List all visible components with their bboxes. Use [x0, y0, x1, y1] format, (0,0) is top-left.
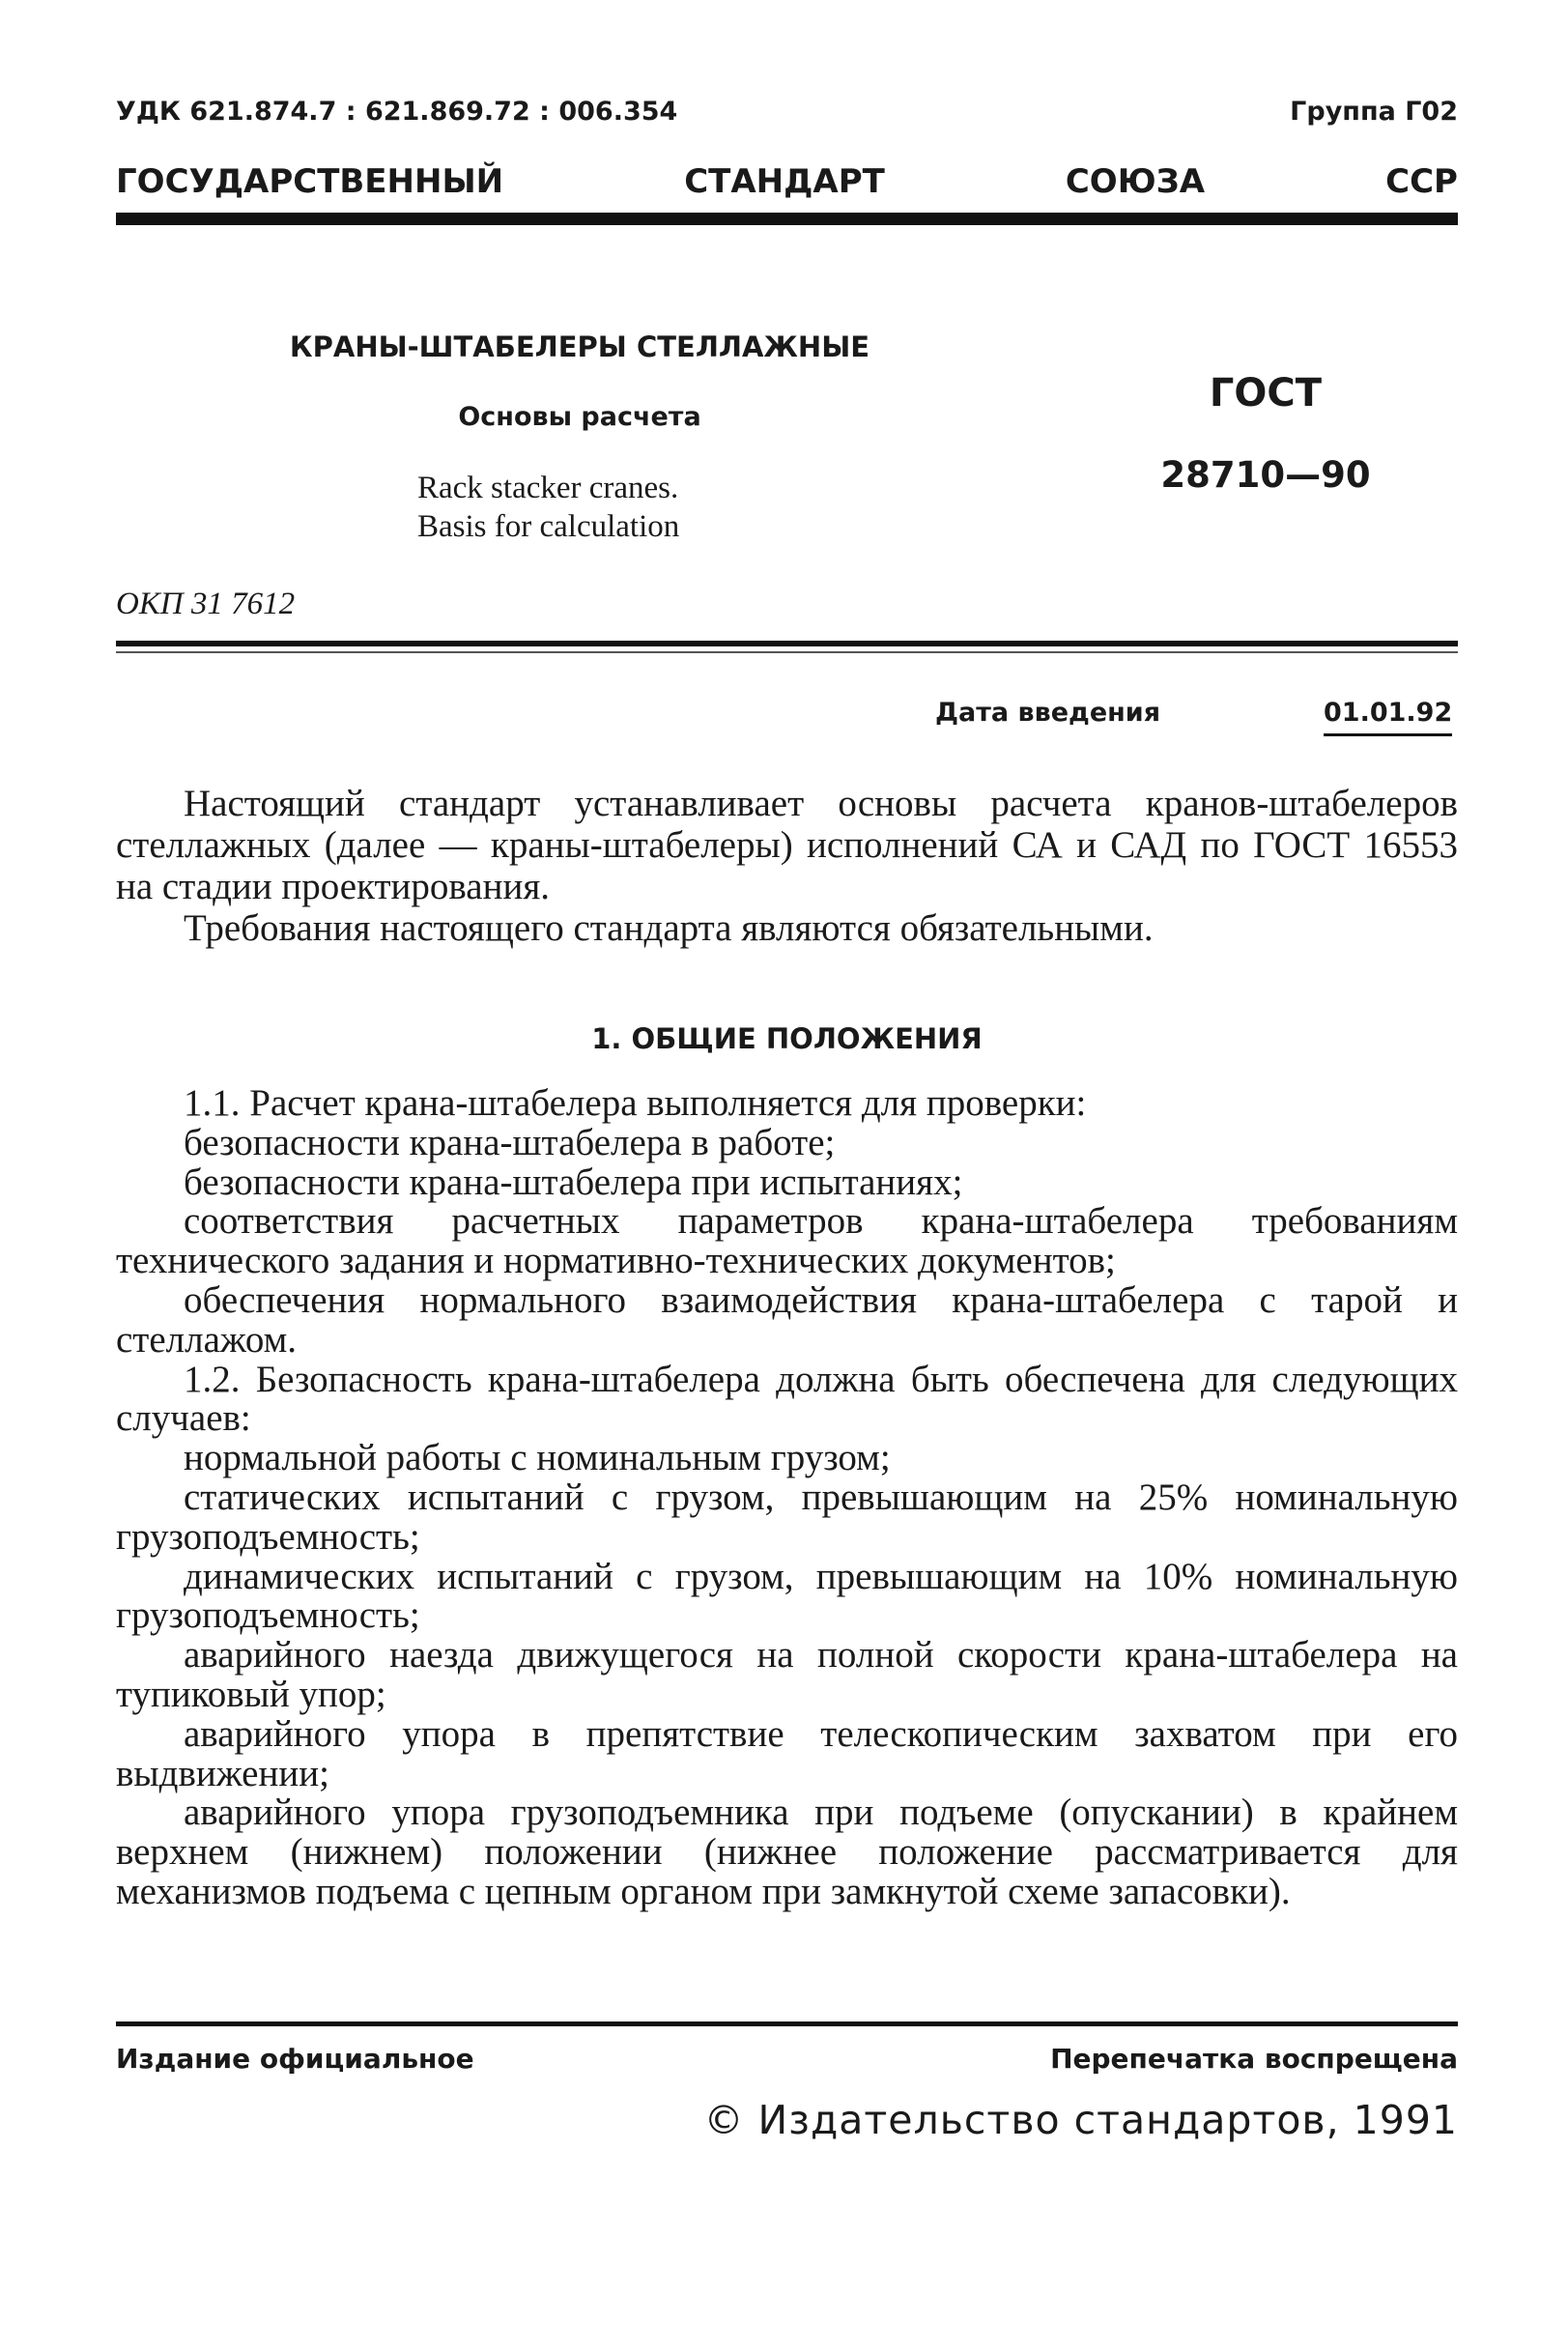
section-1-text: [116, 1084, 1458, 1912]
paragraph: динамических испытаний с грузом, превышающим на 10% номинальную грузоподъемность;: [116, 1555, 1458, 1637]
title-rule: [116, 641, 1458, 646]
paragraph: аварийного упора грузоподъемника при подъеме (опускании) в крайнем верхнем (нижнем) положении (нижнее положение рассматривается для механизмов подъема с цепным органом при замкнутой схеме запасовки).: [116, 1792, 1458, 1912]
intro-paragraph-2: Требования настоящего стандарта являются обязательными.: [184, 907, 1154, 949]
title-en-line-2: Basis for calculation: [417, 509, 680, 544]
title-en: [417, 469, 679, 546]
section-1-title: 1. ОБЩИЕ ПОЛОЖЕНИЯ: [591, 1022, 983, 1055]
heading-word-3: СОЮЗА: [1065, 162, 1206, 201]
state-standard-heading: [116, 162, 1458, 201]
heading-word-2: СТАНДАРТ: [684, 162, 885, 201]
heading-word-1: ГОСУДАРСТВЕННЫЙ: [116, 162, 504, 201]
footer-rule: [116, 2021, 1458, 2026]
okp-code: ОКП 31 7612: [116, 587, 296, 621]
paragraph: статических испытаний с грузом, превышающим на 25% номинальную грузоподъемность;: [116, 1476, 1458, 1558]
intro-date-label: Дата введения: [935, 698, 1161, 728]
intro-date-value: 01.01.92: [1324, 698, 1452, 736]
paragraph: аварийного упора в препятствие телескопическим захватом при его выдвижении;: [116, 1712, 1458, 1794]
header-rule: [116, 213, 1458, 225]
intro-paragraph-1: Настоящий стандарт устанавливает основы расчета кранов-штабелеров стеллажных (далее — краны-штабелеры) исполнений СА и САД по ГОСТ 16553 на стадии проектирования.: [116, 783, 1458, 907]
gost-number: 28710—90: [1160, 454, 1371, 496]
reprint-note: Перепечатка воспрещена: [1050, 2043, 1458, 2075]
paragraph: 1.2. Безопасность крана-штабелера должна быть обеспечена для следующих случаев:: [116, 1358, 1458, 1440]
subtitle-ru: Основы расчета: [458, 402, 701, 432]
paragraph: безопасности крана-штабелера при испытаниях;: [184, 1161, 963, 1203]
group-code: Группа Г02: [1290, 97, 1458, 127]
title-ru: КРАНЫ-ШТАБЕЛЕРЫ СТЕЛЛАЖНЫЕ: [289, 330, 870, 363]
title-en-line-1: Rack stacker cranes.: [417, 471, 679, 505]
heading-word-4: ССР: [1385, 162, 1458, 201]
intro-text: [116, 783, 1458, 949]
paragraph: обеспечения нормального взаимодействия крана-штабелера с тарой и стеллажом.: [116, 1278, 1458, 1361]
paragraph: 1.1. Расчет крана-штабелера выполняется для проверки:: [184, 1082, 1087, 1124]
copyright: © Издательство стандартов, 1991: [703, 2097, 1458, 2143]
edition-note: Издание официальное: [116, 2043, 474, 2075]
paragraph: аварийного наезда движущегося на полной скорости крана-штабелера на тупиковый упор;: [116, 1634, 1458, 1715]
paragraph: соответствия расчетных параметров крана-штабелера требованиям технического задания и нормативно-технических документов;: [116, 1200, 1458, 1282]
paragraph: безопасности крана-штабелера в работе;: [184, 1121, 836, 1163]
udk-code: УДК 621.874.7 : 621.869.72 : 006.354: [116, 97, 678, 127]
gost-label: ГОСТ: [1209, 371, 1323, 416]
title-rule-thin: [116, 651, 1458, 653]
paragraph: нормальной работы с номинальным грузом;: [184, 1437, 891, 1479]
